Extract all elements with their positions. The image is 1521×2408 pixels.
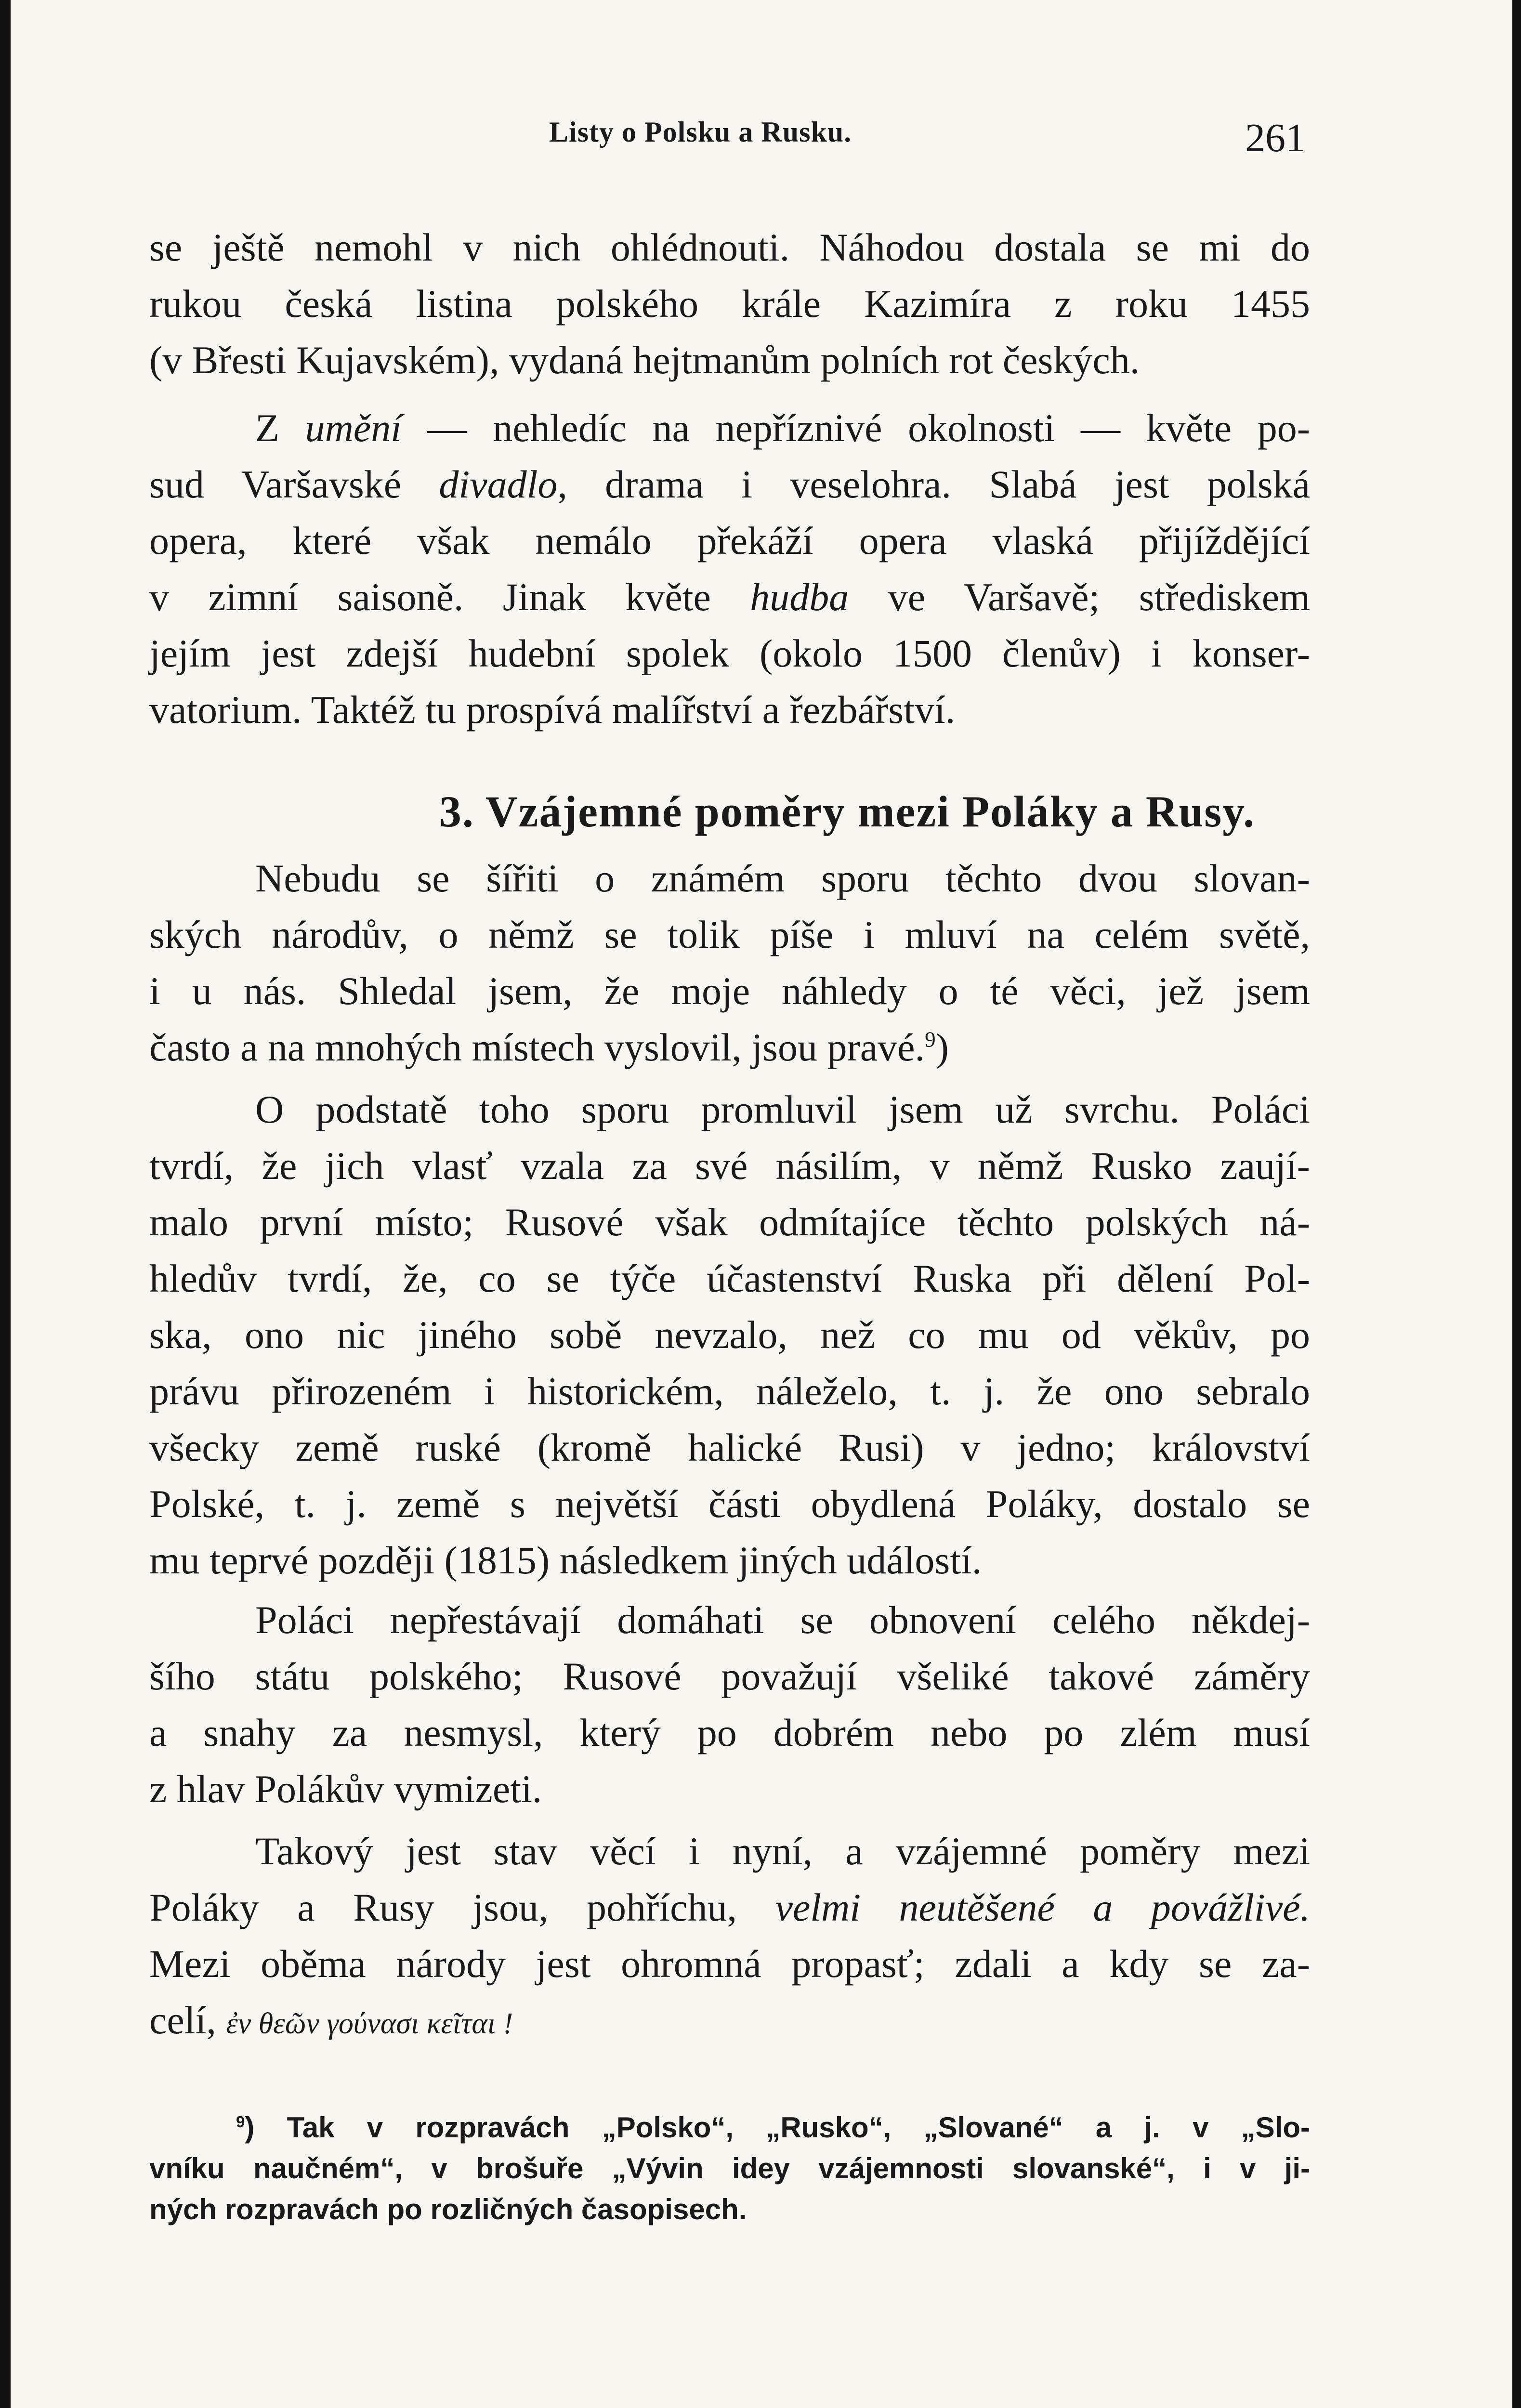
italic-term: hudba [750,575,849,619]
paragraph-3 [149,850,1310,1075]
footnote-marker: 9 [236,2113,245,2131]
greek-quotation: ἐν θεῶν γούνασι κεῖται ! [226,2007,513,2040]
text-line: Mezi oběma národy jest ohromná propasť; zdali a kdy se za- [149,1942,1310,1986]
text-line: často a na mnohých místech vyslovil, jsou pravé.$^9$) [149,1025,949,1069]
text-line: Poláci nepřestávají domáhati se obnovení celého někdej- [255,1598,1310,1642]
running-head: Listy o Polsku a Rusku. [549,116,852,148]
section-heading: 3. Vzájemné poměry mezi Poláky a Rusy. [439,787,1256,836]
text-line: ska, ono nic jiného sobě nevzalo, než co mu od věkův, po [149,1313,1310,1357]
text-line: Poláky a Rusy jsou, pohříchu, velmi neutěšené a povážlivé. [149,1885,1311,1929]
text-line: hledův tvrdí, že, co se týče účastenství Ruska při dělení Pol- [149,1256,1310,1300]
text-line: v zimní saisoně. Jinak květe hudba ve Varšavě; střediskem [149,575,1310,619]
text-line: O podstatě toho sporu promluvil jsem už svrchu. Poláci [255,1087,1310,1131]
footnote-line: vníku naučném“, v brošuře „Vývin idey vzájemnosti slovanské“, i v ji- [149,2152,1310,2185]
paragraph-5 [149,1592,1310,1817]
text-line: rukou česká listina polského krále Kazimíra z roku 1455 [149,282,1310,326]
italic-phrase: velmi neutěšené a povážlivé. [775,1885,1311,1929]
text-line: tvrdí, že jich vlasť vzala za své násilím, v němž Rusko zaují- [149,1144,1310,1188]
text-line: malo první místo; Rusové však odmítajíce těchto polských ná- [149,1200,1310,1244]
text-line: z hlav Polákův vymizeti. [149,1767,542,1811]
text-line: Takový jest stav věcí i nyní, a vzájemné poměry mezi [255,1829,1310,1873]
text-line: a snahy za nesmysl, který po dobrém nebo po zlém musí [149,1711,1310,1754]
text-line: se ještě nemohl v nich ohlédnouti. Náhodou dostala se mi do [149,225,1310,269]
text-line: ských národův, o němž se tolik píše i mluví na celém světě, [149,913,1310,956]
page-number: 261 [1245,116,1306,160]
text-line: Z umění — nehledíc na nepříznivé okolnosti — květe po- [255,406,1311,450]
text-line: mu teprvé později (1815) následkem jiných událostí. [149,1538,982,1582]
text-line: všecky země ruské (kromě halické Rusi) v jedno; království [149,1426,1310,1469]
scan-border-right [1512,0,1521,2408]
paragraph-6 [149,1823,1310,2052]
text-line: vatorium. Taktéž tu prospívá malířství a řezbářství. [149,688,956,732]
text-line: (v Břesti Kujavském), vydaná hejtmanům polních rot českých. [149,338,1140,382]
scan-border-left [0,0,11,2408]
text-line: Polské, t. j. země s největší části obydlená Poláky, dostalo se [149,1482,1310,1526]
text-line: šího státu polského; Rusové považují všeliké takové záměry [149,1654,1310,1698]
footnote [149,2107,1310,2230]
footnote-line: ných rozpravách po rozličných časopisech. [149,2193,747,2225]
paragraph-1 [149,219,1310,388]
italic-term: umění [305,406,402,450]
italic-term: divadlo, [439,462,567,506]
text-line: jejím jest zdejší hudební spolek (okolo 1500 členův) i konser- [149,631,1310,675]
text-line: právu přirozeném i historickém, náleželo, t. j. že ono sebralo [149,1369,1310,1413]
text-line: celí, ἐν θεῶν γούνασι κεῖται ! [149,1998,513,2042]
paragraph-4 [149,1081,1310,1588]
paragraph-2 [149,400,1310,738]
text-line: opera, které však nemálo překáží opera vlaská přijíždějící [149,519,1310,563]
footnote-line: $^9$) Tak v rozpravách „Polsko“, „Rusko“, „Slované“ a j. v „Slo- [236,2111,1310,2144]
text-line: i u nás. Shledal jsem, že moje náhledy o té věci, jež jsem [149,969,1310,1013]
footnote-reference: 9 [925,1027,936,1052]
text-line: Nebudu se šířiti o známém sporu těchto dvou slovan- [255,856,1310,900]
text-line: sud Varšavské divadlo, drama i veselohra. Slabá jest polská [149,462,1310,506]
